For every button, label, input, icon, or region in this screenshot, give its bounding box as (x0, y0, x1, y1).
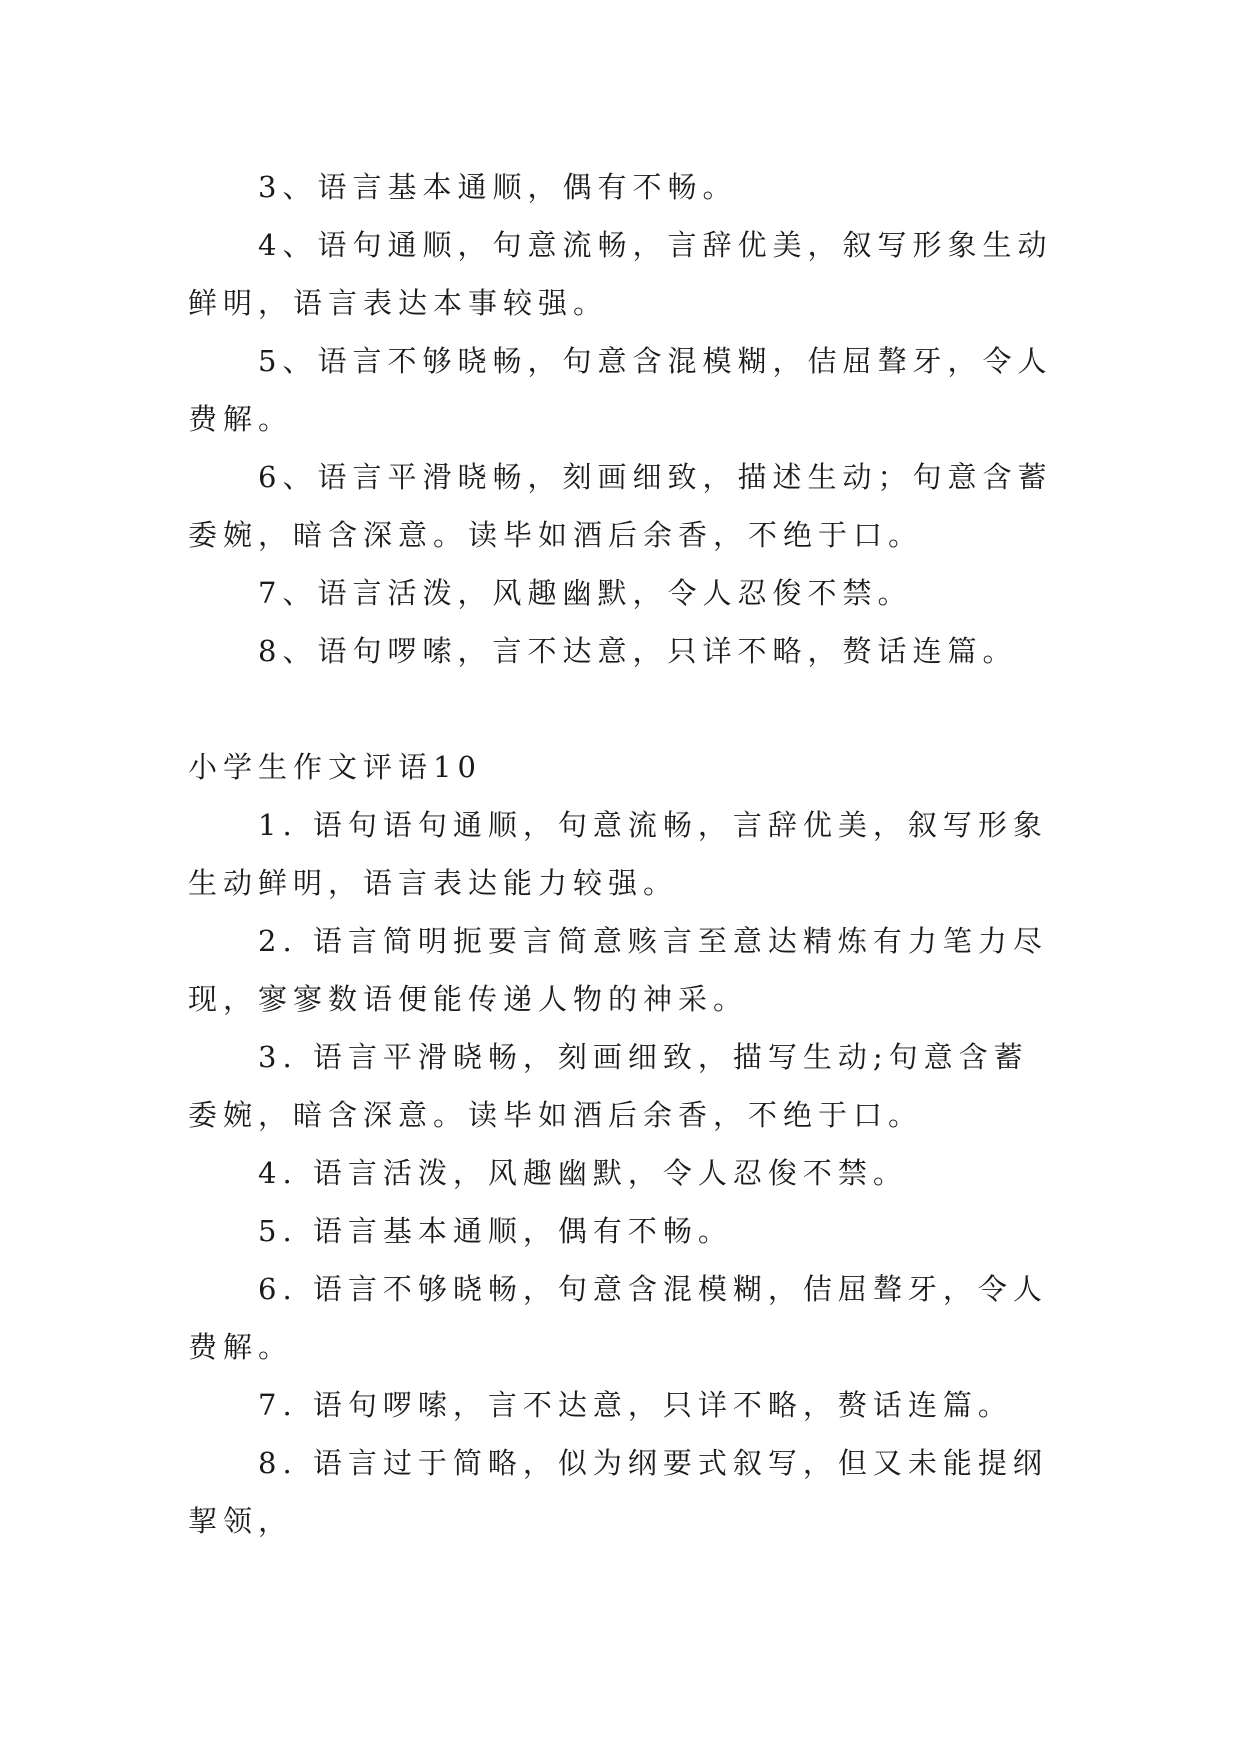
comment-item: 6. 语言不够晓畅，句意含混模糊，佶屈聱牙，令人费解。 (188, 1272, 1048, 1364)
comment-item: 4. 语言活泼，风趣幽默，令人忍俊不禁。 (258, 1156, 908, 1190)
comment-item: 7. 语句啰嗦，言不达意，只详不略，赘话连篇。 (258, 1388, 1013, 1422)
section-heading: 小学生作文评语10 (188, 750, 482, 784)
comment-item: 7、语言活泼，风趣幽默，令人忍俊不禁。 (258, 576, 913, 610)
comment-item: 5、语言不够晓畅，句意含混模糊，佶屈聱牙，令人费解。 (188, 344, 1053, 436)
comment-item: 2. 语言简明扼要言简意赅言至意达精炼有力笔力尽现，寥寥数语便能传递人物的神采。 (188, 924, 1048, 1016)
comment-item: 8、语句啰嗦，言不达意，只详不略，赘话连篇。 (258, 634, 1018, 668)
comment-item: 4、语句通顺，句意流畅，言辞优美，叙写形象生动鲜明，语言表达本事较强。 (188, 228, 1053, 320)
comment-item: 8. 语言过于简略，似为纲要式叙写，但又未能提纲挈领， (188, 1446, 1048, 1538)
document-body (188, 158, 1058, 1550)
comment-item: 6、语言平滑晓畅，刻画细致，描述生动；句意含蓄委婉，暗含深意。读毕如酒后余香，不绝于口。 (188, 460, 1053, 552)
comment-item: 1. 语句语句通顺，句意流畅，言辞优美，叙写形象生动鲜明，语言表达能力较强。 (188, 808, 1048, 900)
comment-item: 5. 语言基本通顺，偶有不畅。 (258, 1214, 733, 1248)
comment-item: 3. 语言平滑晓畅，刻画细致，描写生动;句意含蓄委婉，暗含深意。读毕如酒后余香，不绝于口。 (188, 1040, 1029, 1132)
comment-item: 3、语言基本通顺，偶有不畅。 (258, 170, 738, 204)
